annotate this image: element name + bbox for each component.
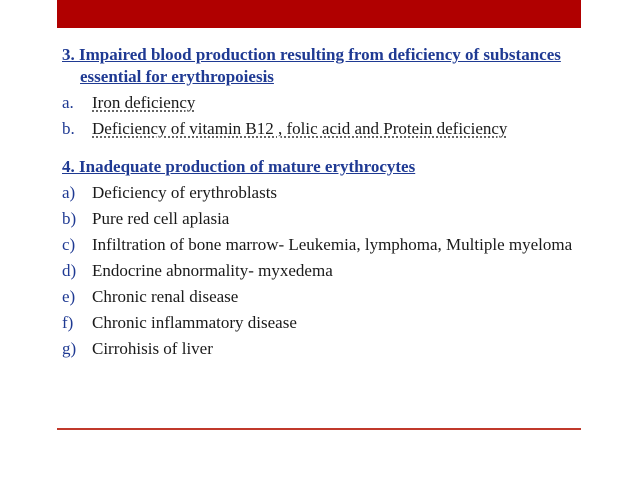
list-item (62, 92, 582, 114)
list-item (62, 312, 582, 334)
list-item-text: Deficiency of erythroblasts (92, 183, 278, 202)
list-marker: c) (62, 235, 76, 254)
list-marker: a. (62, 93, 74, 112)
list-item-text: Pure red cell aplasia (92, 209, 230, 228)
list-item (62, 234, 582, 256)
list-item-text: Chronic renal disease (92, 287, 239, 306)
list-item-text: Iron deficiency (92, 93, 196, 112)
list-marker: e) (62, 287, 76, 306)
list-item (62, 208, 582, 230)
list-item (62, 182, 582, 204)
list-item (62, 286, 582, 308)
slide-body (62, 44, 582, 360)
list-marker: d) (62, 261, 77, 280)
list-item-text: Endocrine abnormality- myxedema (92, 261, 333, 280)
list-item-text: Chronic inflammatory disease (92, 313, 297, 332)
slide-top-bar (57, 0, 581, 28)
list-item (62, 338, 582, 360)
list-item-text: Infiltration of bone marrow- Leukemia, lymphoma, Multiple myeloma (92, 235, 573, 254)
list-item (62, 118, 582, 140)
list-item-text: Deficiency of vitamin B12 , folic acid and Protein deficiency (92, 119, 508, 138)
list-marker: f) (62, 313, 74, 332)
section-3-heading: 3. Impaired blood production resulting from deficiency of substances essential for erythropoiesis (62, 45, 561, 86)
list-item (62, 260, 582, 282)
section-4-heading: 4. Inadequate production of mature erythrocytes (62, 157, 416, 176)
list-marker: a) (62, 183, 76, 202)
list-marker: b) (62, 209, 77, 228)
list-marker: g) (62, 339, 77, 358)
list-marker: b. (62, 119, 75, 138)
slide-bottom-rule (57, 428, 581, 430)
list-item-text: Cirrohisis of liver (92, 339, 213, 358)
